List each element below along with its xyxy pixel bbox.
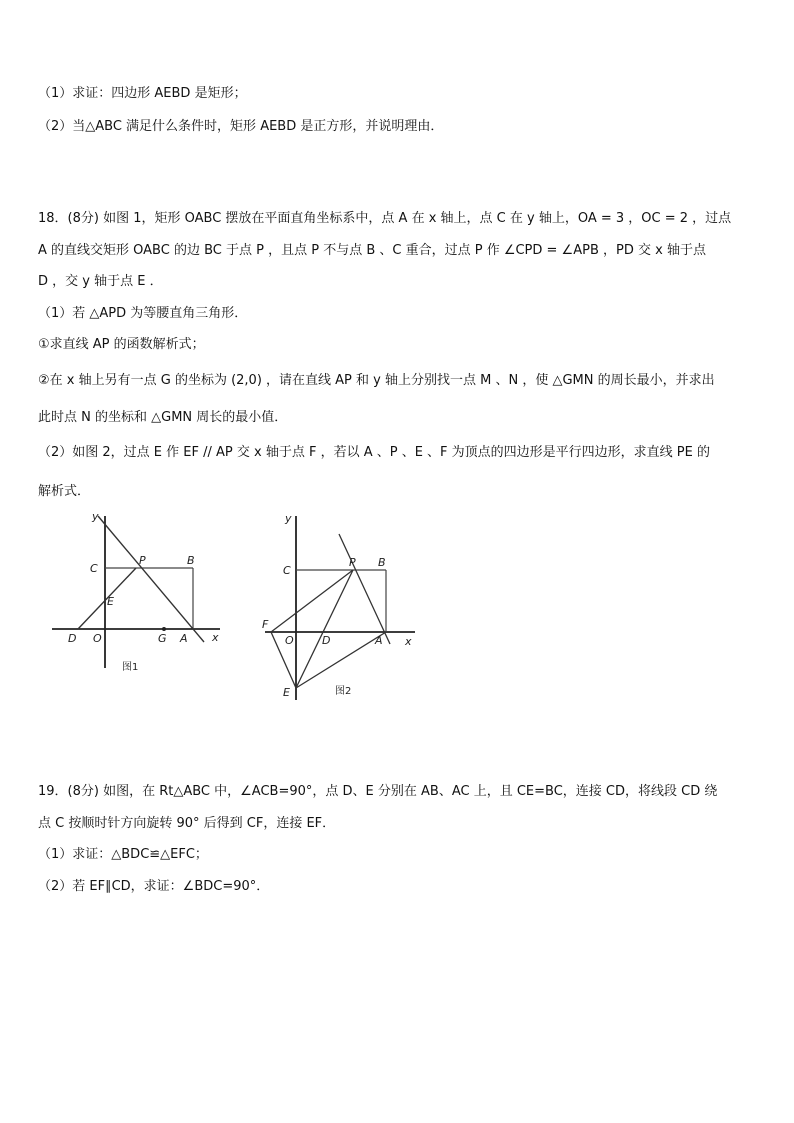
fig1-label-E: E (107, 595, 114, 608)
q18-line5: ①求直线 AP 的函数解析式； (38, 337, 205, 352)
fig1-label-C: C (90, 562, 98, 575)
fig2-label-A: A (375, 634, 383, 647)
q18-line4: （1）若 △APD 为等腰直角三角形． (38, 306, 248, 321)
figure-2 (255, 508, 420, 712)
fig2-label-y: y (285, 512, 292, 525)
fig2-label-F: F (262, 618, 269, 631)
q18-line7: 此时点 N 的坐标和 △GMN 周长的最小值． (38, 410, 288, 425)
fig1-label-O: O (93, 632, 102, 645)
q17-part2: （2）当△ABC 满足什么条件时，矩形 AEBD 是正方形，并说明理由． (38, 119, 444, 134)
fig1-line-AP (98, 516, 204, 642)
fig2-label-C: C (283, 564, 291, 577)
q19-line2: 点 C 按顺时针方向旋转 90° 后得到 CF，连接 EF． (38, 816, 336, 831)
figure-1 (48, 508, 228, 682)
figure-1-diagram (48, 508, 228, 678)
fig2-caption: 图2 (335, 686, 352, 697)
q19-line3: （1）求证：△BDC≌△EFC； (38, 847, 208, 862)
q18-line1: 18．(8分) 如图 1，矩形 OABC 摆放在平面直角坐标系中，点 A 在 x 轴上，点 C 在 y 轴上，OA = 3 ，OC = 2 ，过点 (38, 211, 732, 226)
fig1-label-P: P (139, 554, 146, 567)
fig1-label-A: A (180, 632, 188, 645)
fig1-caption: 图1 (122, 662, 139, 673)
fig1-label-D: D (68, 632, 77, 645)
fig1-label-y: y (92, 510, 99, 523)
fig1-label-x: x (212, 631, 219, 644)
q18-line2: A 的直线交矩形 OABC 的边 BC 于点 P ，且点 P 不与点 B 、C 重合，过点 P 作 ∠CPD = ∠APB ，PD 交 x 轴于点 (38, 243, 706, 258)
q18-line3: D ，交 y 轴于点 E ． (38, 274, 163, 289)
fig2-label-E: E (283, 686, 290, 699)
fig1-point-G (162, 627, 166, 631)
fig2-label-x: x (405, 635, 412, 648)
fig1-label-G: G (158, 632, 167, 645)
q19-line4: （2）若 EF∥CD，求证：∠BDC=90°． (38, 879, 270, 894)
fig1-label-B: B (187, 554, 195, 567)
fig2-label-B: B (378, 556, 386, 569)
fig2-line-FP (271, 570, 353, 632)
q17-part1: （1）求证：四边形 AEBD 是矩形； (38, 86, 247, 101)
fig2-label-D: D (322, 634, 331, 647)
fig2-label-P: P (349, 556, 356, 569)
q19-line1: 19．(8分) 如图，在 Rt△ABC 中，∠ACB=90°，点 D、E 分别在 AB、AC 上，且 CE=BC，连接 CD，将线段 CD 绕 (38, 784, 718, 799)
q18-line8: （2）如图 2，过点 E 作 EF // AP 交 x 轴于点 F ，若以 A 、P 、E 、F 为顶点的四边形是平行四边形，求直线 PE 的 (38, 445, 710, 460)
figure-2-diagram (255, 508, 420, 708)
q18-line6: ②在 x 轴上另有一点 G 的坐标为 (2,0) ，请在直线 AP 和 y 轴上分别找一点 M 、N ，使 △GMN 的周长最小，并求出 (38, 373, 715, 388)
fig2-label-O: O (285, 634, 294, 647)
fig2-line-AP (339, 534, 390, 644)
q18-line9: 解析式． (38, 484, 91, 499)
